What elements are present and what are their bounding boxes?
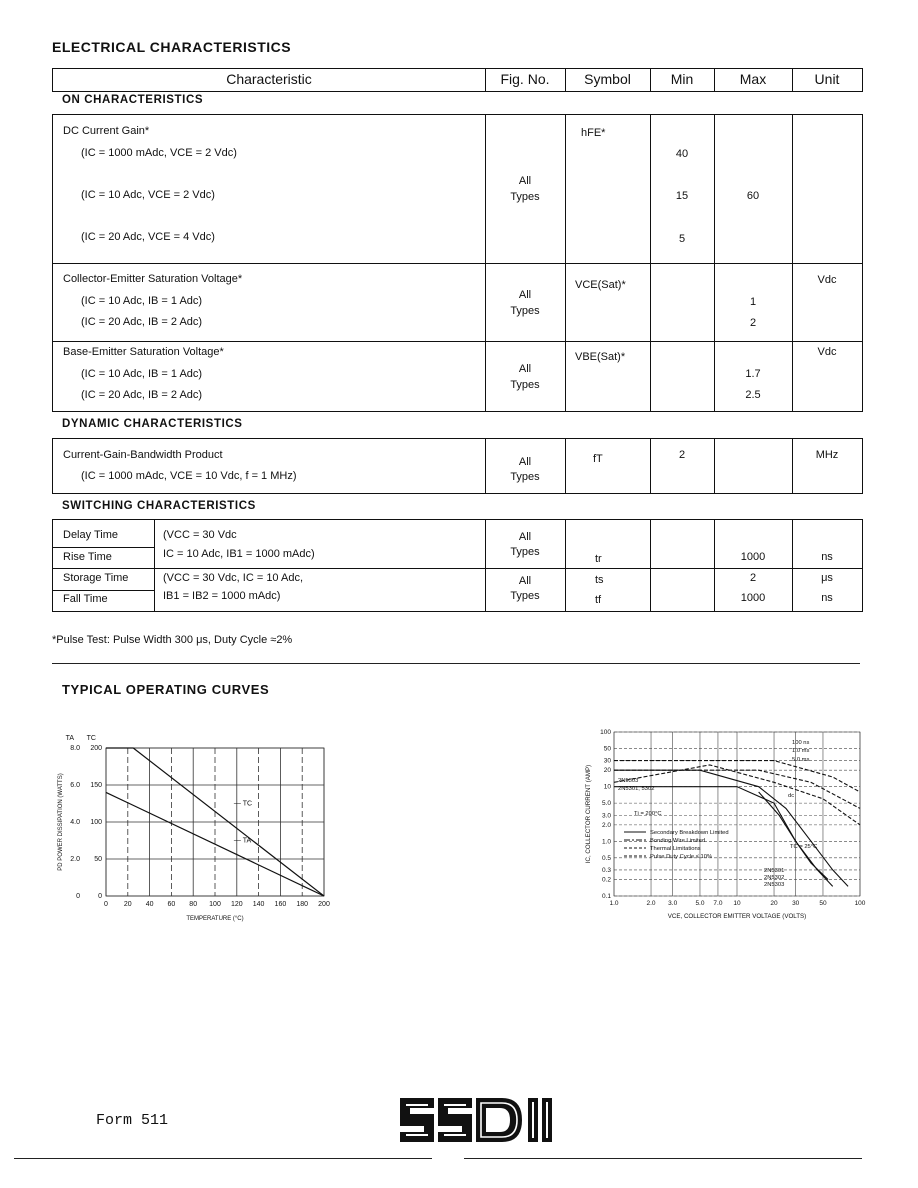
x-tick-label: 120 bbox=[230, 901, 243, 908]
rise-time-label: Rise Time bbox=[63, 551, 112, 563]
rise-unit: ns bbox=[821, 551, 833, 563]
curve-label: 5.0 ms bbox=[792, 757, 810, 763]
fall-time-label: Fall Time bbox=[63, 593, 108, 605]
vbe-sat-unit: Vdc bbox=[817, 346, 837, 358]
gbw-min: 2 bbox=[678, 449, 686, 461]
header-fig: Fig. No. bbox=[500, 71, 550, 87]
gbw-symbol: fT bbox=[593, 453, 603, 465]
header-unit: Unit bbox=[814, 71, 840, 87]
header-min: Min bbox=[670, 71, 694, 87]
on-section-title: ON CHARACTERISTICS bbox=[62, 94, 204, 106]
x-tick-label: 180 bbox=[296, 901, 309, 908]
gbw-label: Current-Gain-Bandwidth Product bbox=[63, 449, 223, 461]
switch-fig-2: All bbox=[518, 575, 532, 587]
fall-symbol: tf bbox=[595, 594, 602, 606]
dc-gain-fig: All bbox=[518, 175, 532, 187]
vbe-sat-symbol: VBE(Sat)* bbox=[575, 351, 626, 363]
x-axis-label: VCE, COLLECTOR EMITTER VOLTAGE (VOLTS) bbox=[667, 913, 807, 920]
rise-symbol: tr bbox=[595, 553, 602, 565]
footer-rule-right bbox=[464, 1158, 862, 1159]
footer-rule-left bbox=[14, 1158, 432, 1159]
y-tick-tc: 200 bbox=[90, 745, 102, 752]
sec-breakdown-curve bbox=[759, 792, 828, 880]
rise-max: 1000 bbox=[740, 551, 766, 563]
dc-gain-cond-3: (IC = 20 Adc, VCE = 4 Vdc) bbox=[81, 231, 215, 243]
y-head-ta: TA bbox=[65, 735, 74, 742]
curve-label: 2N5303 bbox=[618, 778, 639, 784]
x-tick-label: 2.0 bbox=[646, 900, 656, 907]
vbe-sat-label: Base-Emitter Saturation Voltage* bbox=[63, 346, 224, 358]
legend-entry: Bonding Wire Limited bbox=[650, 838, 706, 844]
dc-gain-min-2: 15 bbox=[675, 190, 689, 202]
on-table bbox=[52, 114, 863, 412]
vce-sat-max-1: 1 bbox=[749, 296, 757, 308]
x-tick-label: 160 bbox=[274, 901, 287, 908]
curve-label: 2N5303 bbox=[764, 882, 785, 888]
curve-label: 2N5301 bbox=[764, 868, 785, 874]
curve-label: 2N5301, 5302 bbox=[618, 786, 655, 792]
pulse-test-note: *Pulse Test: Pulse Width 300 μs, Duty Cycle ≈2% bbox=[52, 634, 293, 646]
dc-gain-label: DC Current Gain* bbox=[63, 125, 150, 137]
delay-time-label: Delay Time bbox=[63, 529, 119, 541]
dynamic-section-title: DYNAMIC CHARACTERISTICS bbox=[62, 418, 243, 430]
y-tick-label: 0.2 bbox=[601, 876, 611, 884]
vce-sat-max-2: 2 bbox=[749, 317, 757, 329]
x-tick-label: 100 bbox=[209, 901, 221, 908]
y-tick-tc: 150 bbox=[90, 782, 102, 789]
x-tick-label: 80 bbox=[189, 901, 198, 908]
gbw-cond: (IC = 1000 mAdc, VCE = 10 Vdc, f = 1 MHz) bbox=[81, 470, 297, 482]
gbw-unit: MHz bbox=[815, 449, 839, 461]
storage-time-label: Storage Time bbox=[63, 572, 129, 584]
x-tick-label: 0 bbox=[104, 901, 108, 908]
switch-cond-1a: (VCC = 30 Vdc bbox=[163, 529, 237, 541]
vbe-sat-cond-1: (IC = 10 Adc, IB = 1 Adc) bbox=[81, 368, 203, 380]
legend-entry: Thermal Limitations bbox=[650, 846, 701, 852]
x-tick-label: 200 bbox=[318, 901, 330, 908]
vce-sat-label: Collector-Emitter Saturation Voltage* bbox=[63, 273, 243, 285]
series-label-tc: — TC bbox=[233, 800, 253, 808]
y-tick-ta: 2.0 bbox=[70, 856, 80, 863]
y-tick-label: 50 bbox=[603, 745, 611, 753]
curve-label: 1.0 ms bbox=[792, 748, 810, 754]
y-tick-label: 3.0 bbox=[601, 812, 611, 820]
series-label-ta: — TA bbox=[233, 837, 252, 845]
power-derating-chart bbox=[50, 728, 350, 928]
switching-section-title: SWITCHING CHARACTERISTICS bbox=[62, 500, 256, 512]
y-axis-label: IC, COLLECTOR CURRENT (AMP) bbox=[585, 764, 592, 864]
x-tick-label: 50 bbox=[819, 900, 827, 907]
y-tick-label: 20 bbox=[603, 767, 611, 775]
y-head-tc: TC bbox=[86, 735, 96, 742]
section-divider bbox=[52, 663, 860, 664]
x-tick-label: 140 bbox=[252, 901, 265, 908]
y-tick-ta: 8.0 bbox=[70, 745, 80, 752]
switch-cond-2b: IB1 = IB2 = 1000 mAdc) bbox=[163, 590, 281, 602]
vce-sat-cond-2: (IC = 20 Adc, IB = 2 Adc) bbox=[81, 316, 203, 328]
ssdi-logo bbox=[398, 1090, 556, 1150]
curve-label: TC = 25°C bbox=[790, 844, 818, 850]
dc-gain-fig-types: Types bbox=[510, 191, 540, 203]
curves-title: TYPICAL OPERATING CURVES bbox=[62, 682, 270, 697]
y-tick-label: 2.0 bbox=[601, 821, 611, 829]
fall-unit: ns bbox=[821, 592, 833, 604]
dc-gain-cond-2: (IC = 10 Adc, VCE = 2 Vdc) bbox=[81, 189, 215, 201]
header-table bbox=[52, 68, 863, 92]
gbw-fig: All bbox=[518, 456, 532, 468]
x-tick-label: 3.0 bbox=[668, 900, 678, 907]
dc-gain-min-1: 40 bbox=[675, 148, 689, 160]
y-axis-label: PD POWER DISSIPATION (WATTS) bbox=[58, 773, 64, 871]
x-tick-label: 20 bbox=[770, 900, 778, 907]
y-tick-label: 1.0 bbox=[601, 838, 611, 846]
y-tick-ta: 4.0 bbox=[70, 819, 80, 826]
switch-cond-2a: (VCC = 30 Vdc, IC = 10 Adc, bbox=[163, 572, 304, 584]
curve-label: 100 ns bbox=[792, 740, 810, 746]
vbe-sat-max-1: 1.7 bbox=[745, 368, 761, 380]
dc-gain-min-3: 5 bbox=[678, 233, 686, 245]
vbe-sat-fig: All bbox=[518, 363, 532, 375]
header-max: Max bbox=[739, 71, 767, 87]
x-tick-label: 60 bbox=[167, 901, 176, 908]
dc-gain-cond-1: (IC = 1000 mAdc, VCE = 2 Vdc) bbox=[81, 147, 237, 159]
switching-table bbox=[52, 519, 863, 612]
soa-chart bbox=[580, 722, 870, 927]
y-tick-ta: 6.0 bbox=[70, 782, 80, 789]
x-tick-label: 40 bbox=[145, 901, 154, 908]
gbw-fig-types: Types bbox=[510, 471, 540, 483]
x-tick-label: 20 bbox=[123, 901, 132, 908]
switch-fig-1-types: Types bbox=[510, 546, 540, 558]
curve-label: Tj = 200°C bbox=[634, 811, 662, 817]
y-tick-label: 5.0 bbox=[601, 800, 611, 808]
switch-cond-1b: IC = 10 Adc, IB1 = 1000 mAdc) bbox=[163, 548, 315, 560]
y-tick-ta: 0 bbox=[76, 893, 80, 900]
y-tick-tc: 0 bbox=[98, 893, 102, 900]
y-tick-label: 30 bbox=[603, 757, 611, 765]
vce-sat-fig: All bbox=[518, 289, 532, 301]
x-tick-label: 7.0 bbox=[713, 900, 723, 907]
legend-entry: Secondary Breakdown Limited bbox=[650, 830, 729, 836]
header-characteristic: Characteristic bbox=[226, 71, 312, 87]
dc-2n5301-curve bbox=[614, 787, 833, 887]
x-tick-label: 1.0 bbox=[609, 900, 619, 907]
dc-gain-symbol: hFE* bbox=[581, 127, 606, 139]
curve-label: dc bbox=[788, 793, 795, 799]
y-tick-tc: 50 bbox=[94, 856, 102, 863]
x-axis-label: TEMPERATURE (°C) bbox=[186, 916, 244, 922]
vce-sat-fig-types: Types bbox=[510, 305, 540, 317]
page-title: ELECTRICAL CHARACTERISTICS bbox=[52, 39, 292, 55]
storage-symbol: ts bbox=[595, 574, 604, 586]
x-tick-label: 30 bbox=[792, 900, 800, 907]
vce-sat-unit: Vdc bbox=[817, 274, 837, 286]
storage-unit: μs bbox=[821, 572, 833, 584]
y-tick-label: 0.1 bbox=[601, 893, 611, 900]
vbe-sat-max-2: 2.5 bbox=[745, 389, 761, 401]
vbe-sat-fig-types: Types bbox=[510, 379, 540, 391]
header-symbol: Symbol bbox=[584, 71, 631, 87]
storage-max: 2 bbox=[749, 572, 757, 584]
switch-fig-1: All bbox=[518, 531, 532, 543]
dynamic-table bbox=[52, 438, 863, 494]
dc-gain-max-2: 60 bbox=[746, 190, 760, 202]
y-tick-label: 0.5 bbox=[601, 854, 611, 862]
vbe-sat-cond-2: (IC = 20 Adc, IB = 2 Adc) bbox=[81, 389, 203, 401]
curve-label: 2N5302 bbox=[764, 875, 785, 881]
fall-max: 1000 bbox=[740, 592, 766, 604]
x-tick-label: 100 bbox=[854, 900, 866, 907]
y-tick-label: 100 bbox=[600, 729, 611, 736]
legend-entry: Pulse Duty Cycle ≤ 10% bbox=[650, 854, 713, 860]
vce-sat-symbol: VCE(Sat)* bbox=[575, 279, 626, 291]
x-tick-label: 5.0 bbox=[695, 900, 705, 907]
x-tick-label: 10 bbox=[733, 900, 741, 907]
vce-sat-cond-1: (IC = 10 Adc, IB = 1 Adc) bbox=[81, 295, 203, 307]
form-number: Form 511 bbox=[96, 1112, 169, 1129]
y-tick-tc: 100 bbox=[90, 819, 102, 826]
y-tick-label: 0.3 bbox=[601, 866, 611, 874]
y-tick-label: 10 bbox=[603, 783, 611, 791]
switch-fig-2-types: Types bbox=[510, 590, 540, 602]
